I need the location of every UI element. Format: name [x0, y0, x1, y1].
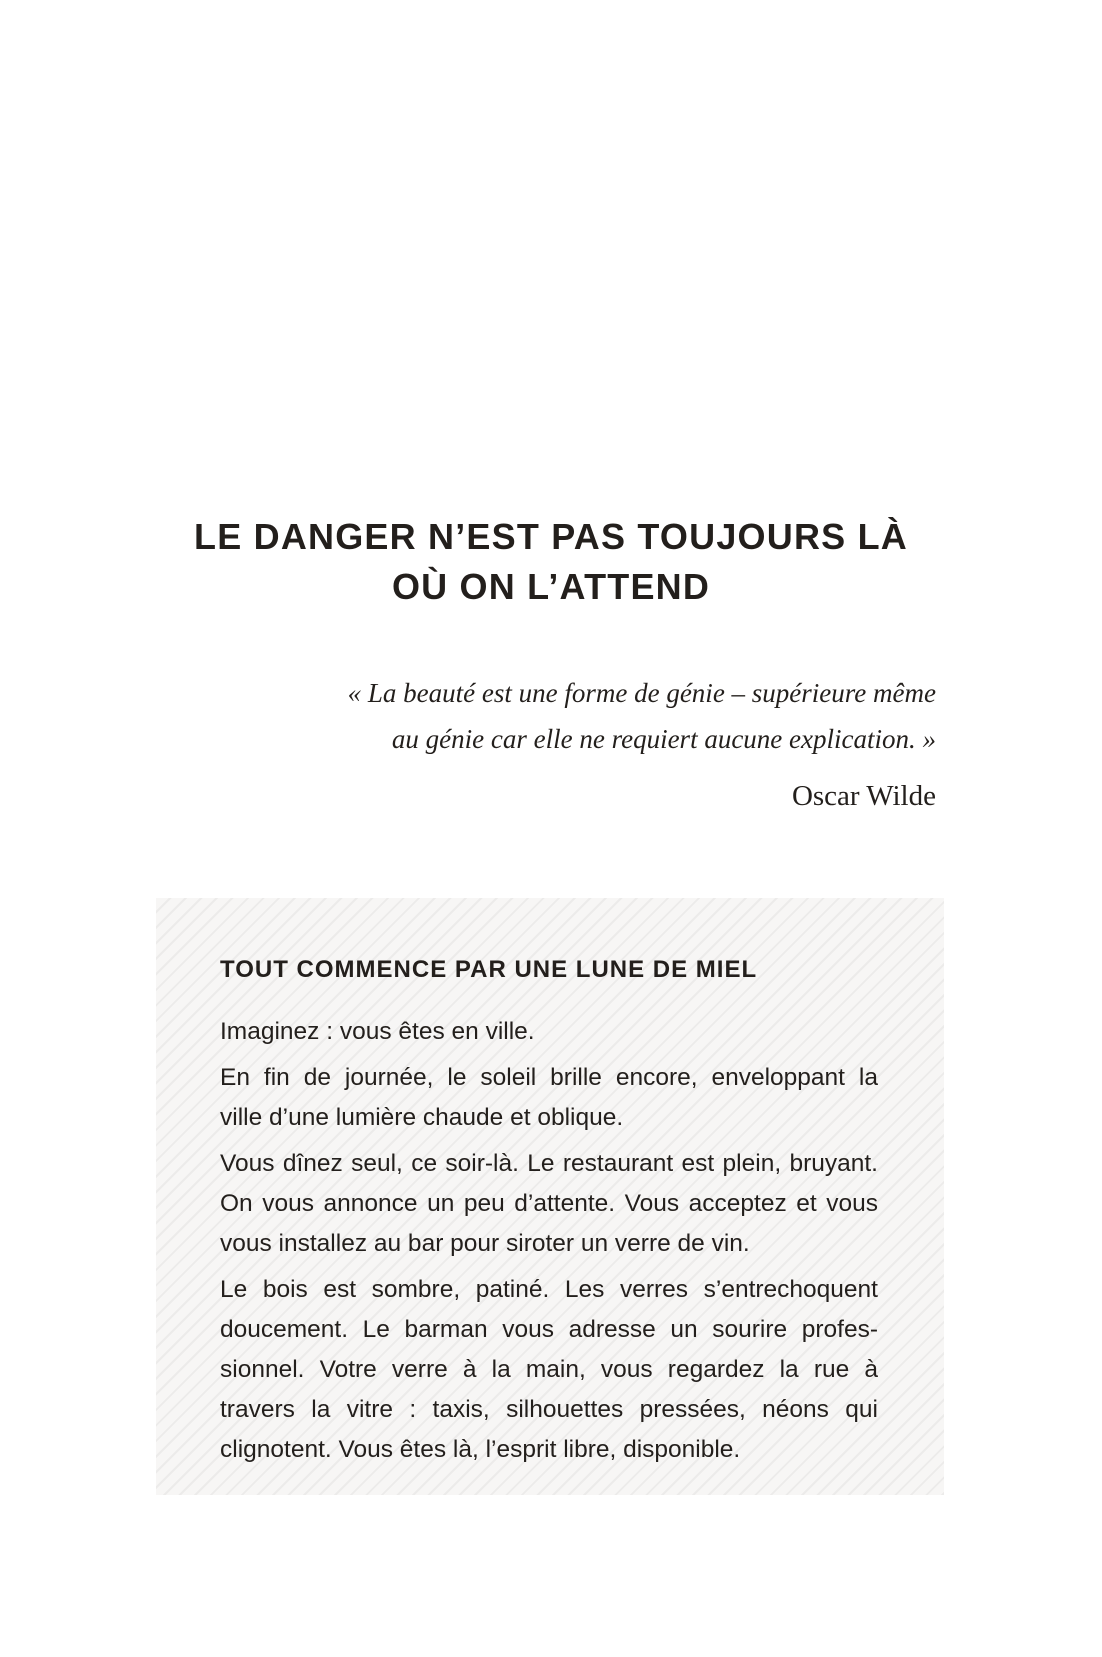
box-paragraph [220, 1270, 878, 1470]
epigraph [236, 670, 936, 816]
box-line: On vous annonce un peu d’attente. Vous acceptez et vous [220, 1190, 878, 1217]
boxed-text-panel [156, 898, 944, 1495]
box-paragraph [220, 1144, 878, 1264]
box-line: sionnel. Votre verre à la main, vous regardez la rue à [220, 1356, 878, 1383]
chapter-title-line: LE DANGER N’EST PAS TOUJOURS LÀ [194, 516, 908, 557]
epigraph-quote-line: « La beauté est une forme de génie – supérieure même [347, 678, 936, 708]
box-paragraph [220, 1012, 878, 1052]
box-heading: TOUT COMMENCE PAR UNE LUNE DE MIEL [220, 956, 758, 983]
chapter-title-line: OÙ ON L’ATTEND [391, 566, 711, 607]
box-line: Imaginez : vous êtes en ville. [220, 1018, 535, 1045]
box-line: En fin de journée, le soleil brille encore, enveloppant la [220, 1064, 878, 1091]
epigraph-author: Oscar Wilde [791, 780, 936, 812]
box-line: Vous dînez seul, ce soir-là. Le restaurant est plein, bruyant. [220, 1150, 878, 1177]
box-line: clignotent. Vous êtes là, l’esprit libre, disponible. [220, 1436, 741, 1463]
epigraph-quote-line: au génie car elle ne requiert aucune explication. » [391, 724, 936, 754]
box-line: travers la vitre : taxis, silhouettes pressées, néons qui [220, 1396, 878, 1423]
chapter-title [0, 512, 1102, 612]
box-line: vous installez au bar pour siroter un verre de vin. [220, 1230, 750, 1257]
box-line: ville d’une lumière chaude et oblique. [220, 1104, 624, 1131]
box-paragraph [220, 1058, 878, 1138]
box-line: Le bois est sombre, patiné. Les verres s’entrechoquent [220, 1276, 878, 1303]
epigraph-quote [236, 670, 936, 762]
box-line: doucement. Le barman vous adresse un sourire profes- [220, 1316, 878, 1343]
